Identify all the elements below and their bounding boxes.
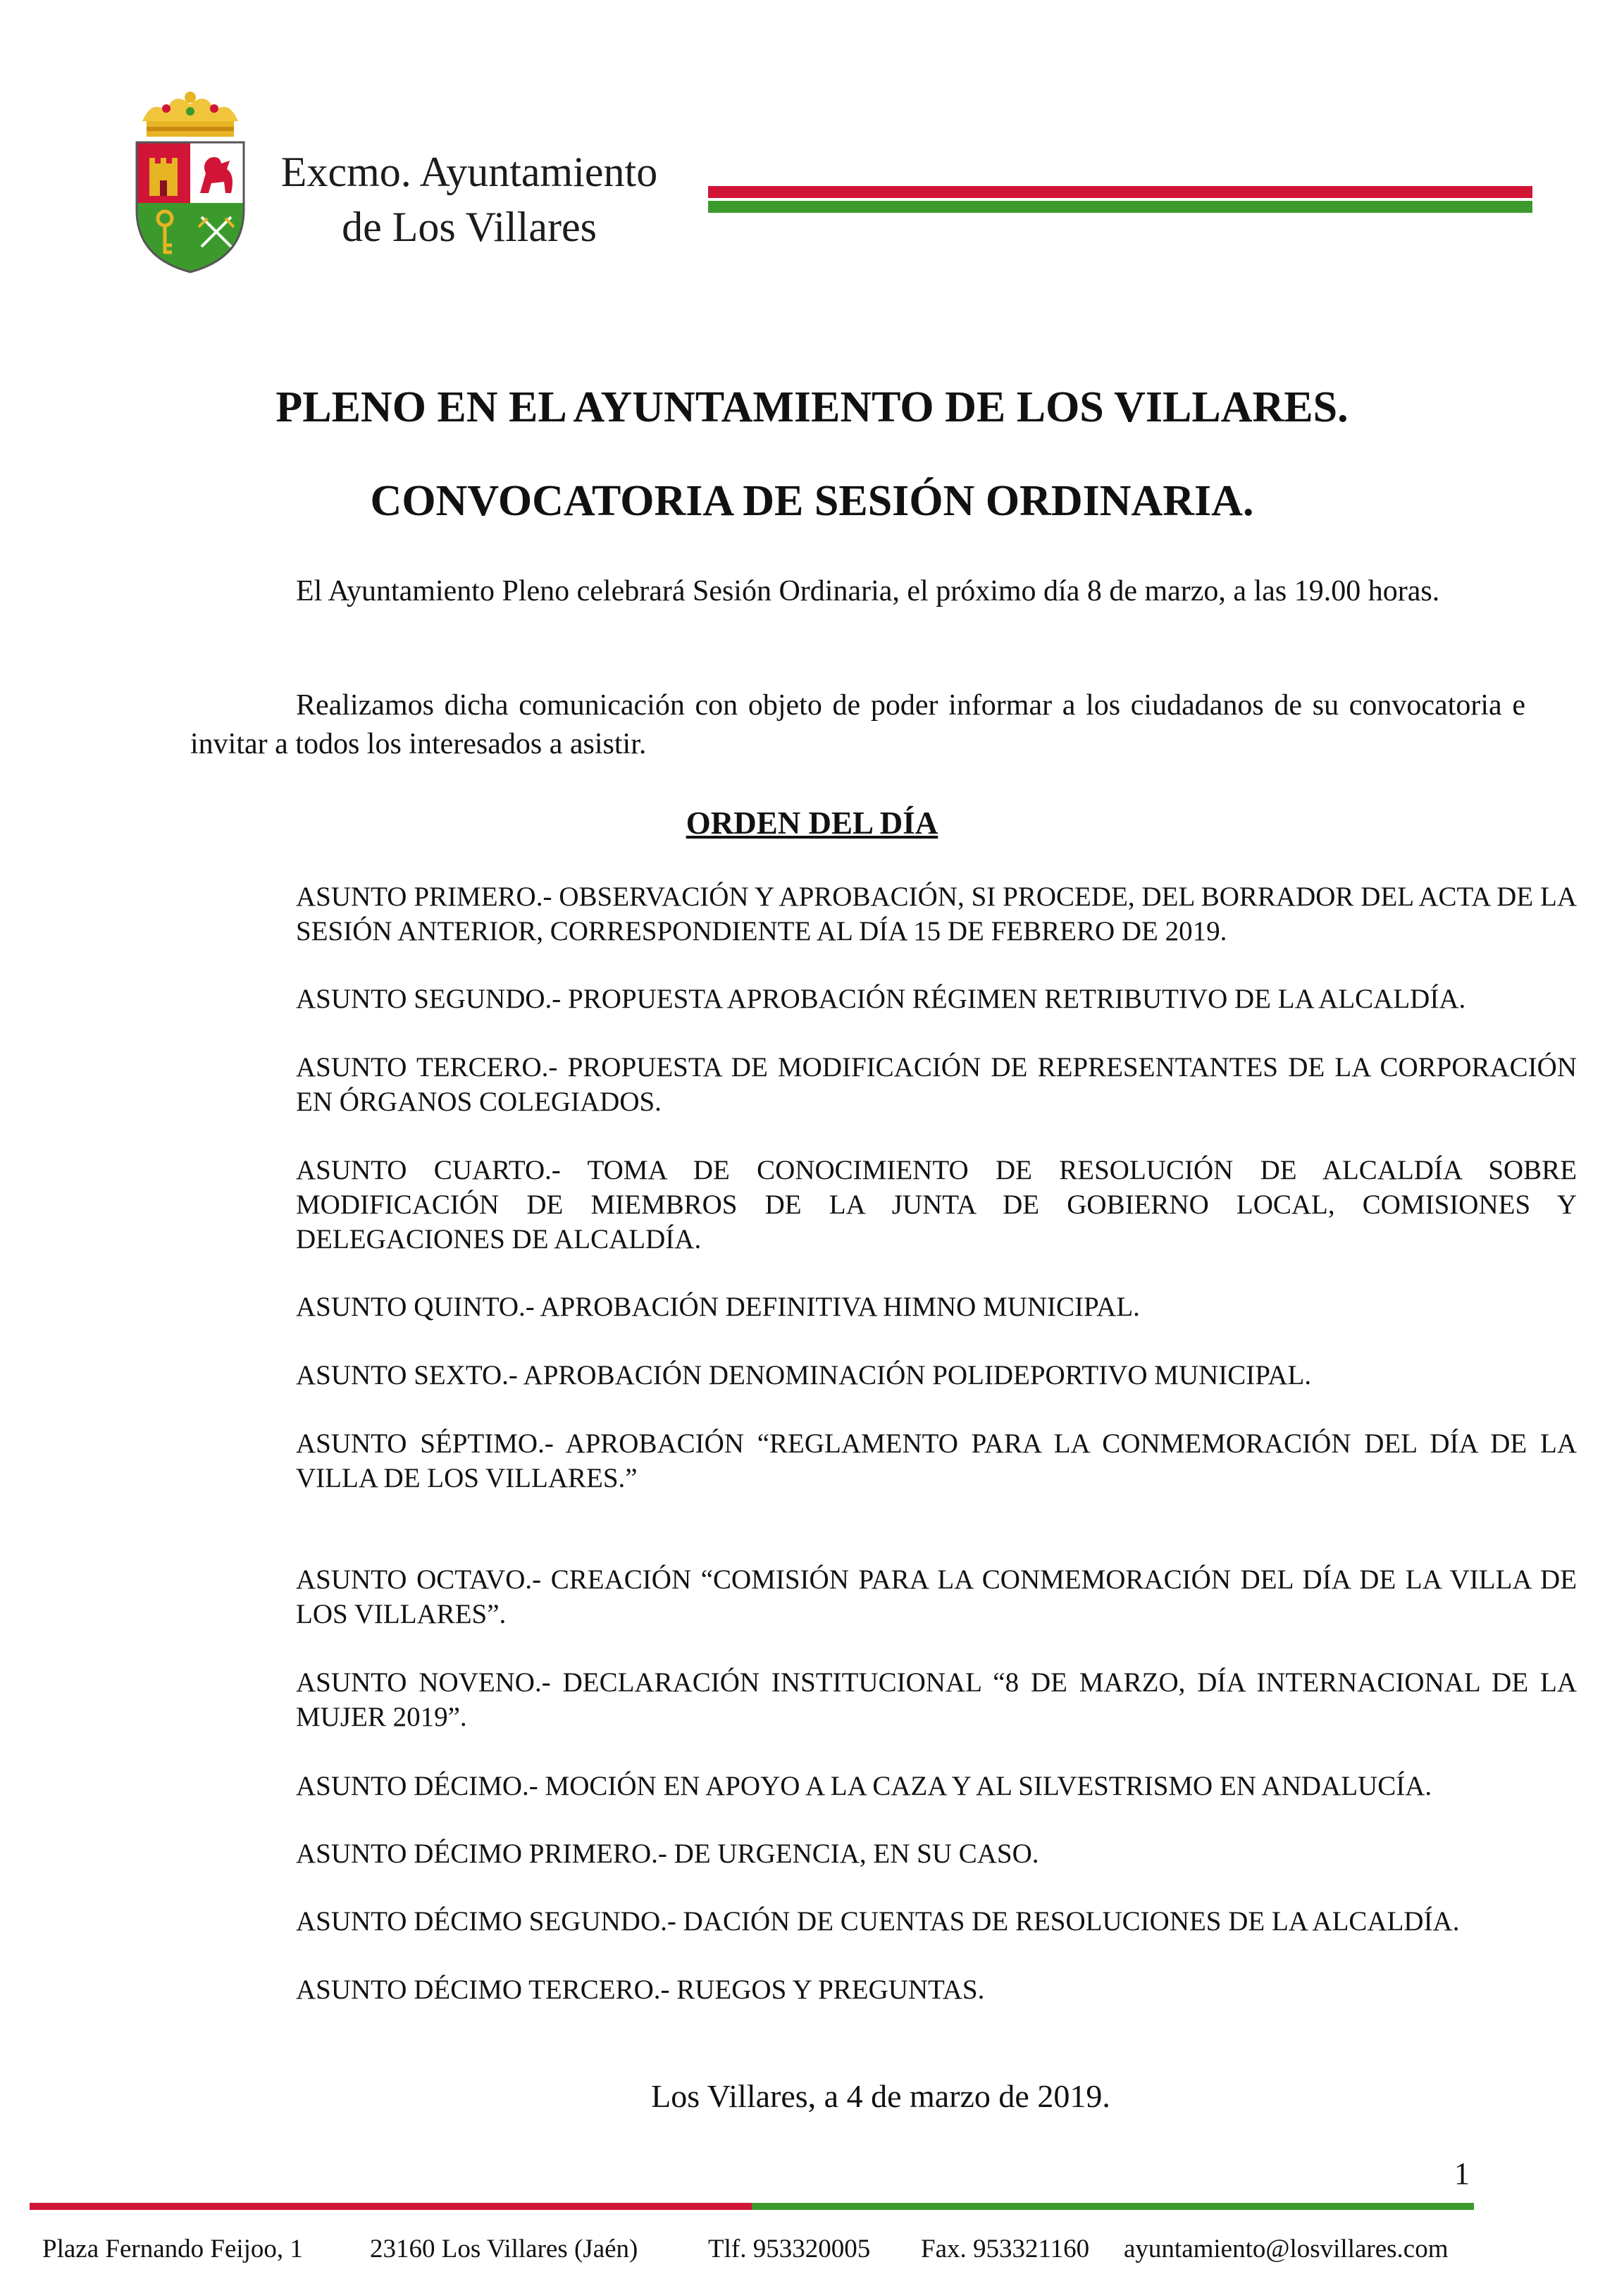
- agenda-item: [296, 1904, 1577, 1939]
- agenda-item-label: ASUNTO DÉCIMO.-: [296, 1771, 538, 1801]
- agenda-item: [296, 1972, 1577, 2007]
- agenda-item-text: PROPUESTA APROBACIÓN RÉGIMEN RETRIBUTIVO DE LA ALCALDÍA.: [568, 984, 1466, 1014]
- agenda-item: [296, 982, 1577, 1016]
- agenda-item-label: ASUNTO QUINTO.-: [296, 1292, 535, 1322]
- agenda-item: [296, 1290, 1577, 1324]
- organization-name-line2: de Los Villares: [342, 204, 597, 250]
- agenda-item-label: ASUNTO TERCERO.-: [296, 1052, 558, 1082]
- agenda-item-text: CREACIÓN “COMISIÓN PARA LA CONMEMORACIÓN DEL DÍA DE LA VILLA DE LOS VILLARES”.: [296, 1564, 1577, 1629]
- agenda-heading: ORDEN DEL DÍA: [686, 805, 938, 841]
- agenda-item: [296, 1665, 1577, 1734]
- intro-paragraph-2: Realizamos dicha comunicación con objeto de poder informar a los ciudadanos de su convocatoria e invitar a todos los interesados a asistir.: [190, 689, 1525, 760]
- document-title: PLENO EN EL AYUNTAMIENTO DE LOS VILLARES.: [275, 383, 1349, 431]
- agenda-item: [296, 1562, 1577, 1631]
- agenda-item: [296, 1358, 1577, 1392]
- organization-name-line1: Excmo. Ayuntamiento: [280, 149, 658, 195]
- agenda-item-label: ASUNTO PRIMERO.-: [296, 882, 552, 912]
- crown-icon: [142, 92, 238, 137]
- agenda-item: [296, 1153, 1577, 1256]
- agenda-item-text: TOMA DE CONOCIMIENTO DE RESOLUCIÓN DE ALCALDÍA SOBRE MODIFICACIÓN DE MIEMBROS DE LA JUNTA DE GOBIERNO LOCAL, COMISIONES Y DELEGACIONES DE ALCALDÍA.: [296, 1155, 1577, 1254]
- agenda-item-label: ASUNTO DÉCIMO PRIMERO.-: [296, 1839, 667, 1869]
- agenda-item: [296, 1836, 1577, 1871]
- agenda-item-text: APROBACIÓN “REGLAMENTO PARA LA CONMEMORACIÓN DEL DÍA DE LA VILLA DE LOS VILLARES.”: [296, 1428, 1577, 1493]
- agenda-item-text: APROBACIÓN DENOMINACIÓN POLIDEPORTIVO MUNICIPAL.: [523, 1360, 1312, 1390]
- footer-email[interactable]: ayuntamiento@losvillares.com: [1124, 2235, 1449, 2263]
- coat-of-arms-icon: [132, 90, 248, 275]
- agenda-item-label: ASUNTO SEGUNDO.-: [296, 984, 562, 1014]
- document-subtitle: CONVOCATORIA DE SESIÓN ORDINARIA.: [370, 477, 1254, 525]
- agenda-item-text: RUEGOS Y PREGUNTAS.: [676, 1975, 985, 2005]
- agenda-item: [296, 1769, 1577, 1803]
- place-and-date: Los Villares, a 4 de marzo de 2019.: [651, 2078, 1110, 2114]
- footer-fax: Fax. 953321160: [921, 2235, 1090, 2263]
- agenda-item-label: ASUNTO SEXTO.-: [296, 1360, 518, 1390]
- agenda-item-text: APROBACIÓN DEFINITIVA HIMNO MUNICIPAL.: [540, 1292, 1140, 1322]
- page-number: 1: [1454, 2156, 1470, 2191]
- agenda-item-label: ASUNTO DÉCIMO SEGUNDO.-: [296, 1906, 676, 1936]
- agenda-item-text: DE URGENCIA, EN SU CASO.: [674, 1839, 1039, 1869]
- agenda-item: [296, 1426, 1577, 1495]
- agenda-item-text: OBSERVACIÓN Y APROBACIÓN, SI PROCEDE, DEL BORRADOR DEL ACTA DE LA SESIÓN ANTERIOR, CORRESPONDIENTE AL DÍA 15 DE FEBRERO DE 2019.: [296, 882, 1577, 946]
- footer-color-band: [30, 2203, 1474, 2210]
- agenda-item-label: ASUNTO NOVENO.-: [296, 1667, 551, 1698]
- header-color-band: [708, 186, 1532, 213]
- footer-address: Plaza Fernando Feijoo, 1: [42, 2235, 303, 2263]
- footer-phone: Tlf. 953320005: [708, 2235, 871, 2263]
- agenda-item-label: ASUNTO OCTAVO.-: [296, 1564, 542, 1595]
- agenda-item-text: MOCIÓN EN APOYO A LA CAZA Y AL SILVESTRISMO EN ANDALUCÍA.: [545, 1771, 1432, 1801]
- agenda-item-text: DECLARACIÓN INSTITUCIONAL “8 DE MARZO, DÍA INTERNACIONAL DE LA MUJER 2019”.: [296, 1667, 1577, 1732]
- agenda-item-label: ASUNTO SÉPTIMO.-: [296, 1428, 554, 1459]
- agenda-item-label: ASUNTO DÉCIMO TERCERO.-: [296, 1975, 670, 2005]
- organization-name: [258, 144, 681, 254]
- agenda-item-label: ASUNTO CUARTO.-: [296, 1155, 561, 1185]
- agenda-item: [296, 879, 1577, 949]
- agenda-item-text: PROPUESTA DE MODIFICACIÓN DE REPRESENTANTES DE LA CORPORACIÓN EN ÓRGANOS COLEGIADOS.: [296, 1052, 1577, 1117]
- castle-icon: [149, 158, 178, 196]
- intro-paragraph-1: El Ayuntamiento Pleno celebrará Sesión Ordinaria, el próximo día 8 de marzo, a las 19.00 horas.: [296, 575, 1440, 607]
- footer-city: 23160 Los Villares (Jaén): [370, 2235, 638, 2263]
- agenda-item-text: DACIÓN DE CUENTAS DE RESOLUCIONES DE LA ALCALDÍA.: [683, 1906, 1460, 1936]
- agenda-item: [296, 1050, 1577, 1119]
- footer: [42, 2232, 1592, 2268]
